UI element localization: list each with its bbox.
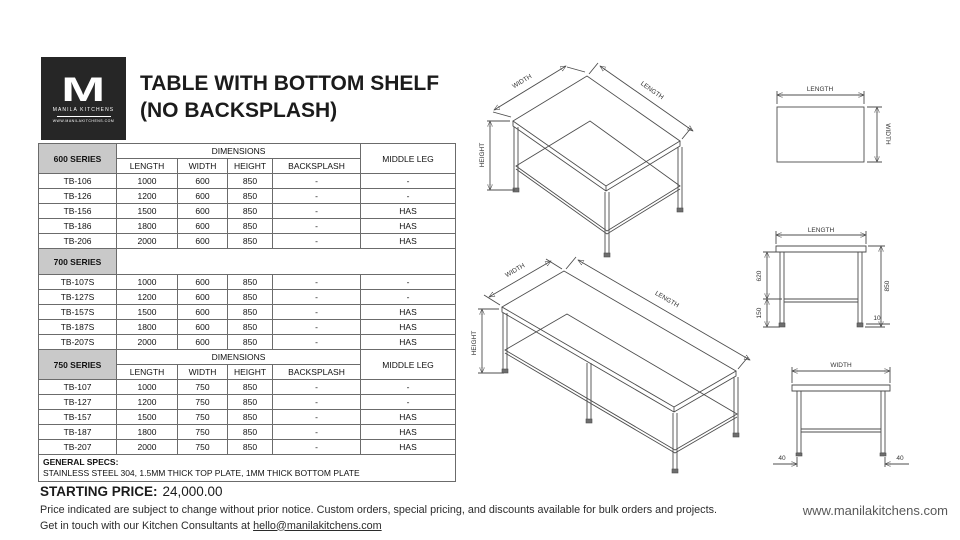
series-750-title: 750 SERIES bbox=[39, 350, 117, 380]
page-title-line2: (NO BACKSPLASH) bbox=[140, 99, 338, 122]
cell-model: TB-107 bbox=[39, 380, 117, 395]
length-dim-label: LENGTH bbox=[806, 86, 834, 93]
table-row bbox=[39, 320, 456, 335]
cell-length: 1500 bbox=[117, 305, 178, 320]
cell-model: TB-107S bbox=[39, 275, 117, 290]
cell-length: 1000 bbox=[117, 275, 178, 290]
middle-leg-header: MIDDLE LEG bbox=[361, 144, 456, 174]
cell-middle-leg: HAS bbox=[361, 335, 456, 350]
cell-width: 600 bbox=[178, 219, 228, 234]
cell-middle-leg: - bbox=[361, 380, 456, 395]
cell-backsplash: - bbox=[273, 320, 361, 335]
cell-backsplash: - bbox=[273, 189, 361, 204]
cell-height: 850 bbox=[228, 320, 273, 335]
width-dim-label: WIDTH bbox=[511, 73, 534, 91]
cell-width: 750 bbox=[178, 410, 228, 425]
length-dim-label: LENGTH bbox=[639, 80, 665, 102]
cell-height: 850 bbox=[228, 290, 273, 305]
cell-backsplash: - bbox=[273, 174, 361, 189]
length-dim-label: LENGTH bbox=[653, 290, 680, 310]
upper-dim-620: 620 bbox=[756, 270, 763, 282]
total-height-dim-850: 850 bbox=[884, 280, 891, 292]
cell-height: 850 bbox=[228, 395, 273, 410]
series-750-header-row bbox=[39, 350, 456, 365]
table-row bbox=[39, 204, 456, 219]
cell-length: 1500 bbox=[117, 410, 178, 425]
cell-length: 1800 bbox=[117, 320, 178, 335]
cell-height: 850 bbox=[228, 219, 273, 234]
cell-height: 850 bbox=[228, 189, 273, 204]
contact-line bbox=[40, 519, 755, 535]
cell-backsplash: - bbox=[273, 335, 361, 350]
cell-length: 1200 bbox=[117, 395, 178, 410]
cell-middle-leg: HAS bbox=[361, 234, 456, 249]
cell-height: 850 bbox=[228, 234, 273, 249]
cell-model: TB-187 bbox=[39, 425, 117, 440]
series-700-band-row bbox=[39, 249, 456, 275]
technical-drawings bbox=[460, 55, 955, 495]
cell-middle-leg: HAS bbox=[361, 305, 456, 320]
cell-length: 2000 bbox=[117, 440, 178, 455]
cell-width: 600 bbox=[178, 275, 228, 290]
cell-width: 750 bbox=[178, 425, 228, 440]
cell-model: TB-157 bbox=[39, 410, 117, 425]
cell-length: 1000 bbox=[117, 380, 178, 395]
length-header: LENGTH bbox=[117, 159, 178, 174]
cell-backsplash: - bbox=[273, 380, 361, 395]
table-row bbox=[39, 189, 456, 204]
cell-length: 1800 bbox=[117, 425, 178, 440]
width-dim-label: WIDTH bbox=[884, 123, 891, 145]
table-row bbox=[39, 275, 456, 290]
height-header: HEIGHT bbox=[228, 159, 273, 174]
cell-width: 600 bbox=[178, 234, 228, 249]
cell-width: 600 bbox=[178, 290, 228, 305]
cell-length: 1200 bbox=[117, 290, 178, 305]
cell-backsplash: - bbox=[273, 219, 361, 234]
side-view bbox=[773, 362, 909, 467]
empty-cell bbox=[117, 249, 456, 275]
table-row bbox=[39, 380, 456, 395]
table-row bbox=[39, 335, 456, 350]
cell-middle-leg: HAS bbox=[361, 440, 456, 455]
price-disclaimer: Price indicated are subject to change without prior notice. Custom orders, special pricing, and discounts available for bulk orders and projects. bbox=[40, 504, 717, 516]
cell-middle-leg: - bbox=[361, 290, 456, 305]
cell-model: TB-156 bbox=[39, 204, 117, 219]
left-offset-dim-40: 40 bbox=[778, 455, 786, 462]
backsplash-header: BACKSPLASH bbox=[273, 365, 361, 380]
cell-backsplash: - bbox=[273, 290, 361, 305]
spec-table bbox=[38, 143, 456, 482]
cell-middle-leg: HAS bbox=[361, 204, 456, 219]
brand-logo bbox=[41, 57, 126, 140]
cell-width: 600 bbox=[178, 305, 228, 320]
cell-backsplash: - bbox=[273, 395, 361, 410]
isometric-table-long bbox=[471, 257, 750, 473]
width-header: WIDTH bbox=[178, 365, 228, 380]
length-dim-label: LENGTH bbox=[807, 227, 835, 234]
table-row bbox=[39, 440, 456, 455]
cell-middle-leg: HAS bbox=[361, 320, 456, 335]
cell-width: 750 bbox=[178, 395, 228, 410]
cell-middle-leg: - bbox=[361, 189, 456, 204]
cell-model: TB-207S bbox=[39, 335, 117, 350]
isometric-table-small bbox=[479, 63, 693, 257]
height-dim-label: HEIGHT bbox=[471, 330, 478, 356]
backsplash-header: BACKSPLASH bbox=[273, 159, 361, 174]
cell-backsplash: - bbox=[273, 425, 361, 440]
cell-backsplash: - bbox=[273, 305, 361, 320]
cell-middle-leg: HAS bbox=[361, 219, 456, 234]
table-row bbox=[39, 174, 456, 189]
logo-divider bbox=[57, 116, 111, 117]
dimensions-header: DIMENSIONS bbox=[117, 350, 361, 365]
cell-height: 850 bbox=[228, 335, 273, 350]
cell-backsplash: - bbox=[273, 234, 361, 249]
cell-model: TB-157S bbox=[39, 305, 117, 320]
starting-price bbox=[40, 484, 223, 499]
cell-length: 1000 bbox=[117, 174, 178, 189]
table-row bbox=[39, 395, 456, 410]
series-700-title: 700 SERIES bbox=[39, 249, 117, 275]
table-row bbox=[39, 305, 456, 320]
cell-model: TB-206 bbox=[39, 234, 117, 249]
cell-model: TB-186 bbox=[39, 219, 117, 234]
cell-length: 2000 bbox=[117, 234, 178, 249]
lower-dim-150: 150 bbox=[756, 307, 763, 319]
general-specs-row bbox=[39, 455, 456, 482]
cell-length: 1500 bbox=[117, 204, 178, 219]
table-row bbox=[39, 425, 456, 440]
contact-email-link[interactable]: hello@manilakitchens.com bbox=[253, 519, 382, 532]
cell-height: 850 bbox=[228, 425, 273, 440]
cell-height: 850 bbox=[228, 174, 273, 189]
cell-width: 600 bbox=[178, 189, 228, 204]
cell-backsplash: - bbox=[273, 440, 361, 455]
starting-price-label: STARTING PRICE: bbox=[40, 484, 158, 499]
length-header: LENGTH bbox=[117, 365, 178, 380]
general-specs-cell bbox=[39, 455, 456, 482]
table-row bbox=[39, 219, 456, 234]
cell-width: 750 bbox=[178, 440, 228, 455]
general-specs-label: GENERAL SPECS: bbox=[43, 457, 119, 467]
cell-backsplash: - bbox=[273, 410, 361, 425]
width-header: WIDTH bbox=[178, 159, 228, 174]
cell-model: TB-187S bbox=[39, 320, 117, 335]
cell-model: TB-127S bbox=[39, 290, 117, 305]
right-offset-dim-40: 40 bbox=[896, 455, 904, 462]
contact-prefix: Get in touch with our Kitchen Consultants at bbox=[40, 519, 254, 532]
logo-website-text: WWW.MANILAKITCHENS.COM bbox=[52, 118, 115, 123]
cell-width: 750 bbox=[178, 380, 228, 395]
cell-middle-leg: HAS bbox=[361, 425, 456, 440]
cell-middle-leg: - bbox=[361, 275, 456, 290]
cell-width: 600 bbox=[178, 204, 228, 219]
cell-model: TB-207 bbox=[39, 440, 117, 455]
width-dim-label: WIDTH bbox=[504, 262, 527, 280]
cell-middle-leg: - bbox=[361, 395, 456, 410]
cell-height: 850 bbox=[228, 380, 273, 395]
cell-height: 850 bbox=[228, 410, 273, 425]
cell-length: 2000 bbox=[117, 335, 178, 350]
height-dim-label: HEIGHT bbox=[479, 142, 486, 168]
cell-model: TB-127 bbox=[39, 395, 117, 410]
starting-price-value: 24,000.00 bbox=[162, 484, 223, 499]
page-title-line1: TABLE WITH BOTTOM SHELF bbox=[140, 72, 440, 95]
height-header: HEIGHT bbox=[228, 365, 273, 380]
cell-length: 1200 bbox=[117, 189, 178, 204]
cell-height: 850 bbox=[228, 204, 273, 219]
logo-m-monogram: M bbox=[61, 70, 106, 109]
dimensions-header: DIMENSIONS bbox=[117, 144, 361, 159]
general-specs-text: STAINLESS STEEL 304, 1.5MM THICK TOP PLATE, 1MM THICK BOTTOM PLATE bbox=[43, 468, 360, 478]
page-title bbox=[140, 70, 439, 124]
middle-leg-header: MIDDLE LEG bbox=[361, 350, 456, 380]
cell-length: 1800 bbox=[117, 219, 178, 234]
series-600-header-row bbox=[39, 144, 456, 159]
cell-width: 600 bbox=[178, 335, 228, 350]
series-600-title: 600 SERIES bbox=[39, 144, 117, 174]
cell-model: TB-106 bbox=[39, 174, 117, 189]
width-dim-label: WIDTH bbox=[830, 362, 852, 369]
cell-model: TB-126 bbox=[39, 189, 117, 204]
cell-middle-leg: HAS bbox=[361, 410, 456, 425]
cell-height: 850 bbox=[228, 440, 273, 455]
table-row bbox=[39, 234, 456, 249]
table-row bbox=[39, 410, 456, 425]
cell-width: 600 bbox=[178, 174, 228, 189]
logo-brand-name: MANILA KITCHENS bbox=[52, 106, 115, 113]
footer-note bbox=[40, 503, 755, 534]
cell-backsplash: - bbox=[273, 204, 361, 219]
cell-middle-leg: - bbox=[361, 174, 456, 189]
table-row bbox=[39, 290, 456, 305]
website-text: www.manilakitchens.com bbox=[802, 503, 948, 518]
cell-backsplash: - bbox=[273, 275, 361, 290]
front-elevation bbox=[756, 227, 891, 327]
cell-height: 850 bbox=[228, 275, 273, 290]
cell-height: 850 bbox=[228, 305, 273, 320]
top-view bbox=[777, 86, 891, 162]
cell-width: 600 bbox=[178, 320, 228, 335]
foot-dim-10: 10 bbox=[873, 315, 881, 322]
